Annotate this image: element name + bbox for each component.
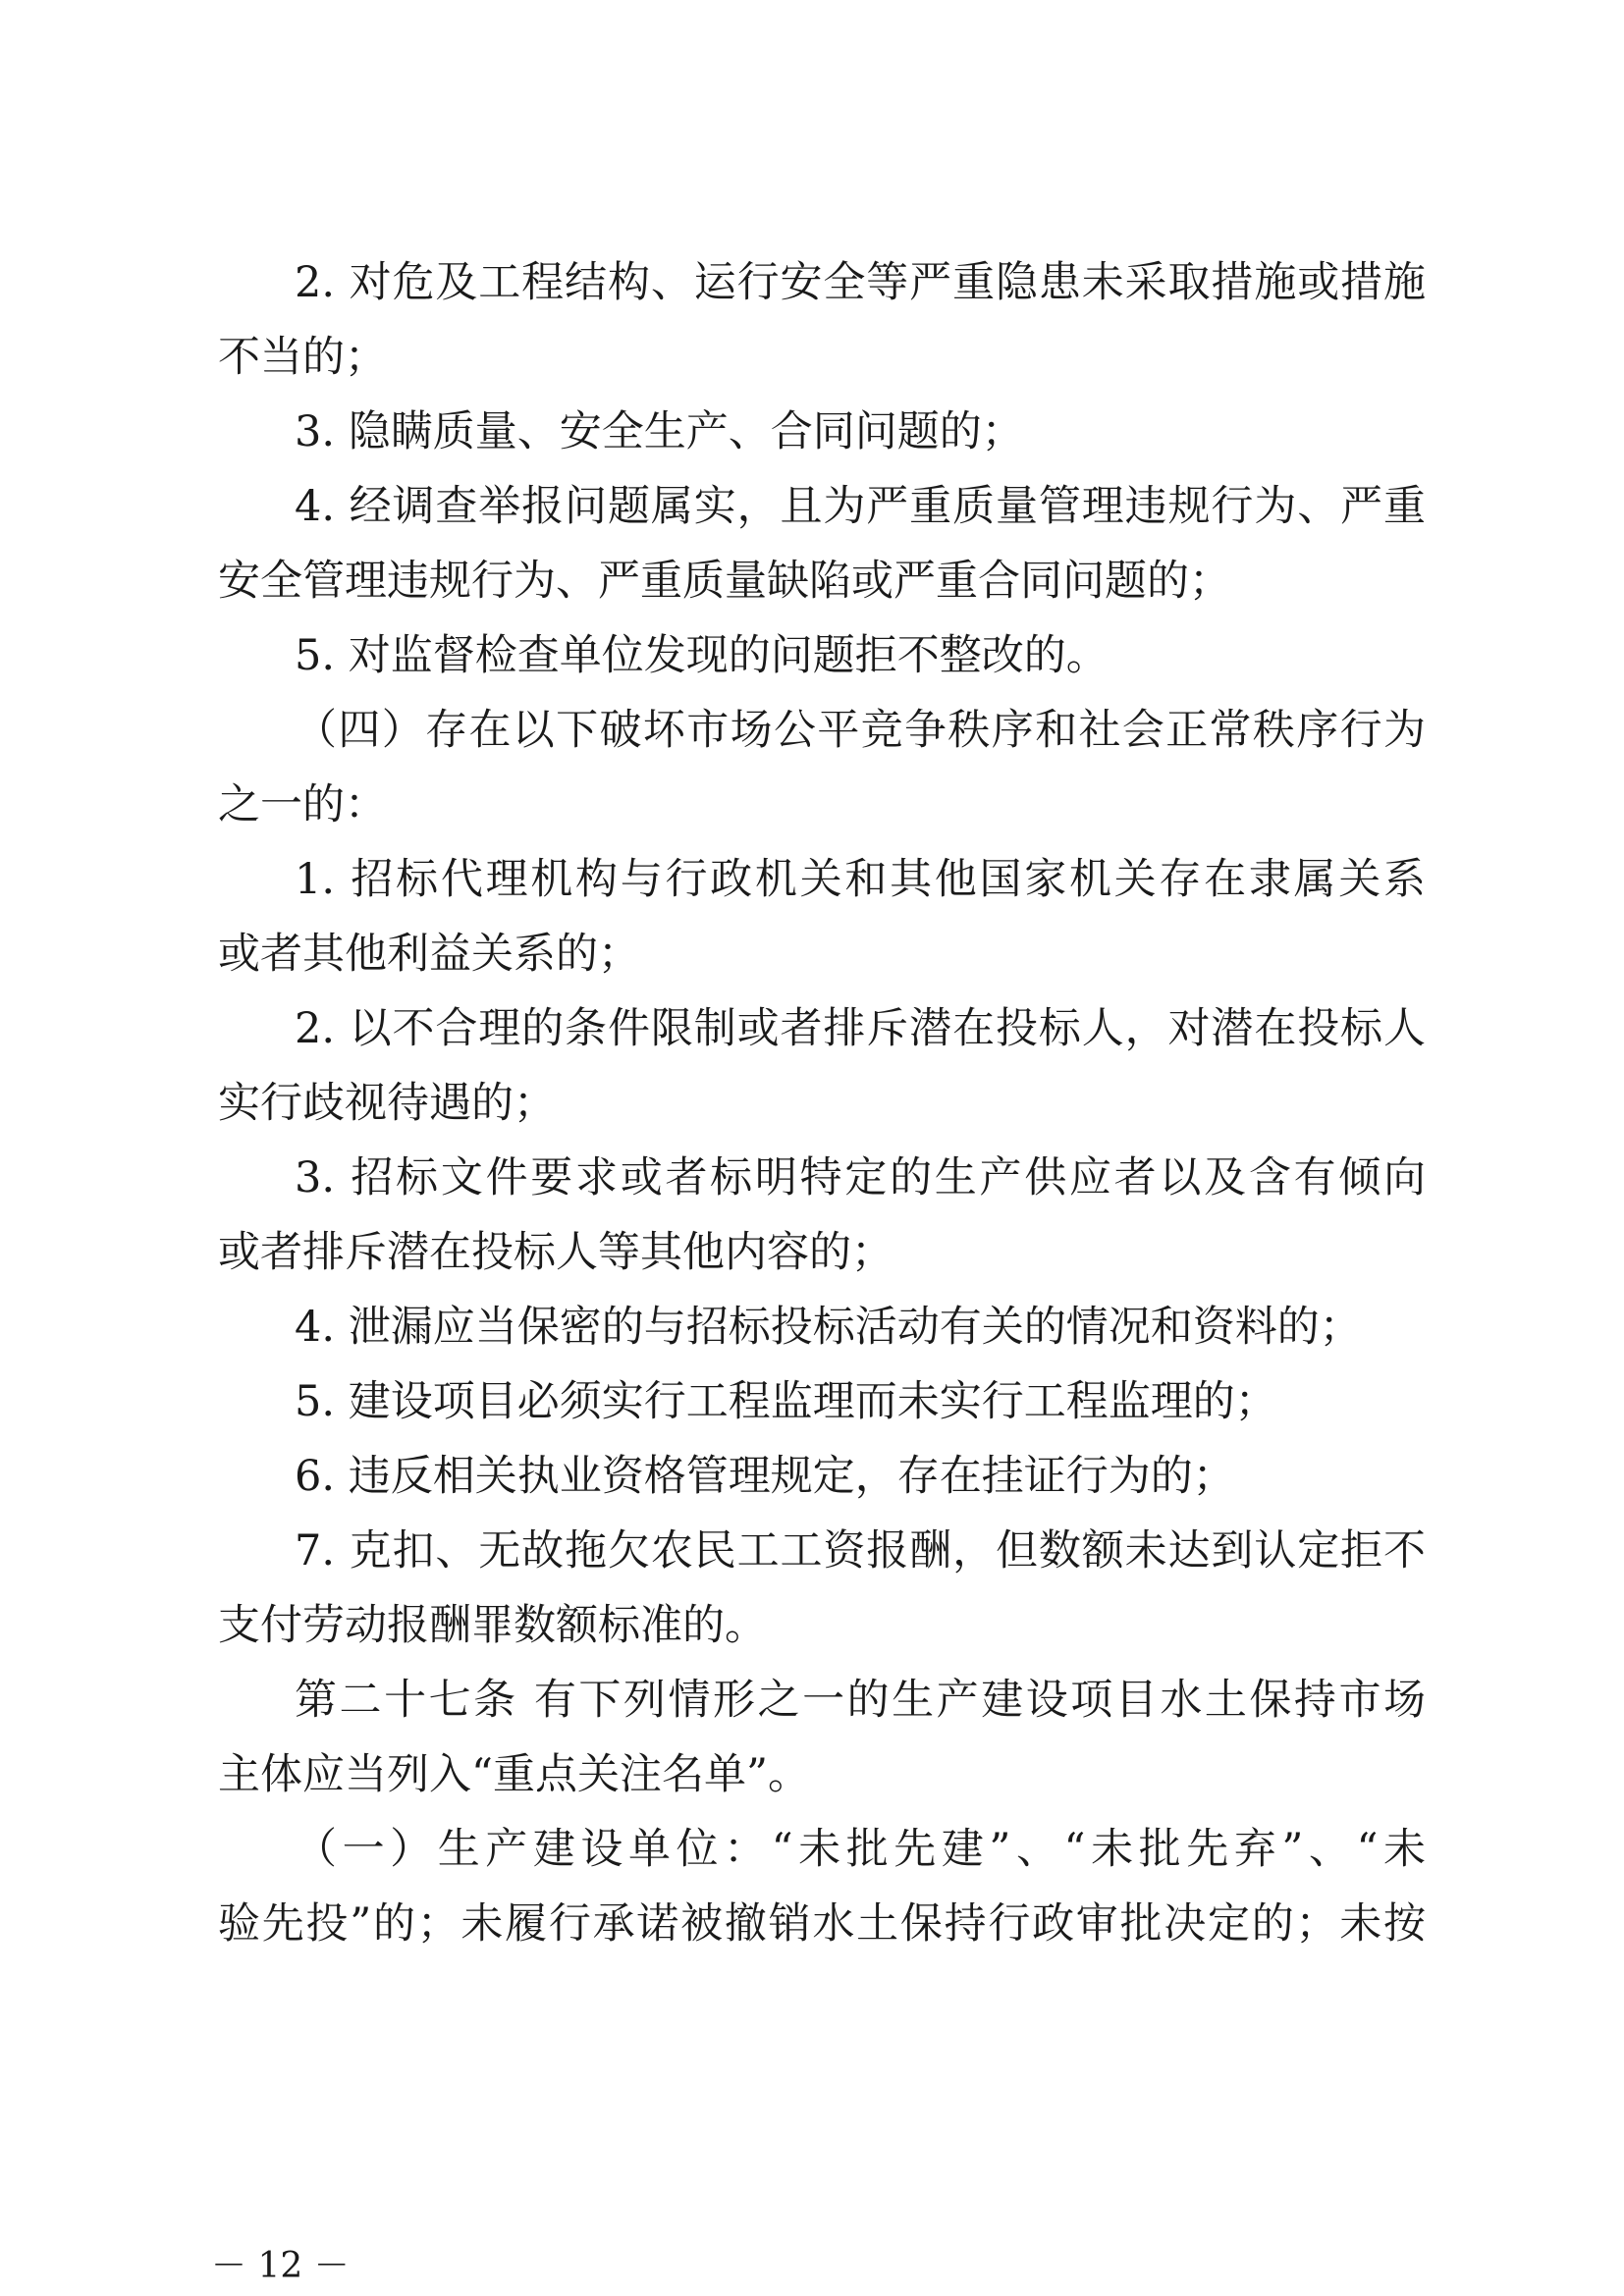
text-line: 2. 以不合理的条件限制或者排斥潜在投标人，对潜在投标人 [295, 1004, 1426, 1053]
text-line: 之一的： [218, 780, 387, 829]
text-line: 2. 对危及工程结构、运行安全等严重隐患未采取措施或措施 [295, 258, 1426, 307]
text-line: 不当的； [218, 333, 387, 382]
article-heading-line: 第二十七条 有下列情形之一的生产建设项目水土保持市场 [295, 1676, 1426, 1725]
text-line: 1. 招标代理机构与行政机关和其他国家机关存在隶属关系 [295, 855, 1426, 904]
text-line: （一）生产建设单位：“未批先建”、“未批先弃”、“未 [295, 1825, 1426, 1874]
text-line: 5. 对监督检查单位发现的问题拒不整改的。 [295, 631, 1109, 680]
text-line: 安全管理违规行为、严重质量缺陷或严重合同问题的； [218, 557, 1231, 606]
text-line: 7. 克扣、无故拖欠农民工工资报酬，但数额未达到认定拒不 [295, 1526, 1426, 1575]
text-line: 6. 违反相关执业资格管理规定，存在挂证行为的； [295, 1452, 1235, 1501]
text-line: （四）存在以下破坏市场公平竞争秩序和社会正常秩序行为 [295, 706, 1426, 755]
text-line: 实行歧视待遇的； [218, 1079, 556, 1128]
text-line: 支付劳动报酬罪数额标准的。 [218, 1601, 767, 1650]
text-line: 主体应当列入“重点关注名单”。 [218, 1750, 810, 1799]
page-number: － 12 － [211, 2246, 350, 2286]
text-line: 4. 泄漏应当保密的与招标投标活动有关的情况和资料的； [295, 1303, 1362, 1352]
text-line: 或者排斥潜在投标人等其他内容的； [218, 1228, 893, 1277]
text-line: 5. 建设项目必须实行工程监理而未实行工程监理的； [295, 1377, 1277, 1426]
text-line: 3. 招标文件要求或者标明特定的生产供应者以及含有倾向 [295, 1153, 1426, 1202]
text-line: 4. 经调查举报问题属实，且为严重质量管理违规行为、严重 [295, 482, 1426, 531]
text-line: 3. 隐瞒质量、安全生产、合同问题的； [295, 407, 1024, 456]
text-line: 或者其他利益关系的； [218, 930, 640, 979]
text-line: 验先投”的；未履行承诺被撤销水土保持行政审批决定的；未按 [218, 1899, 1426, 1949]
